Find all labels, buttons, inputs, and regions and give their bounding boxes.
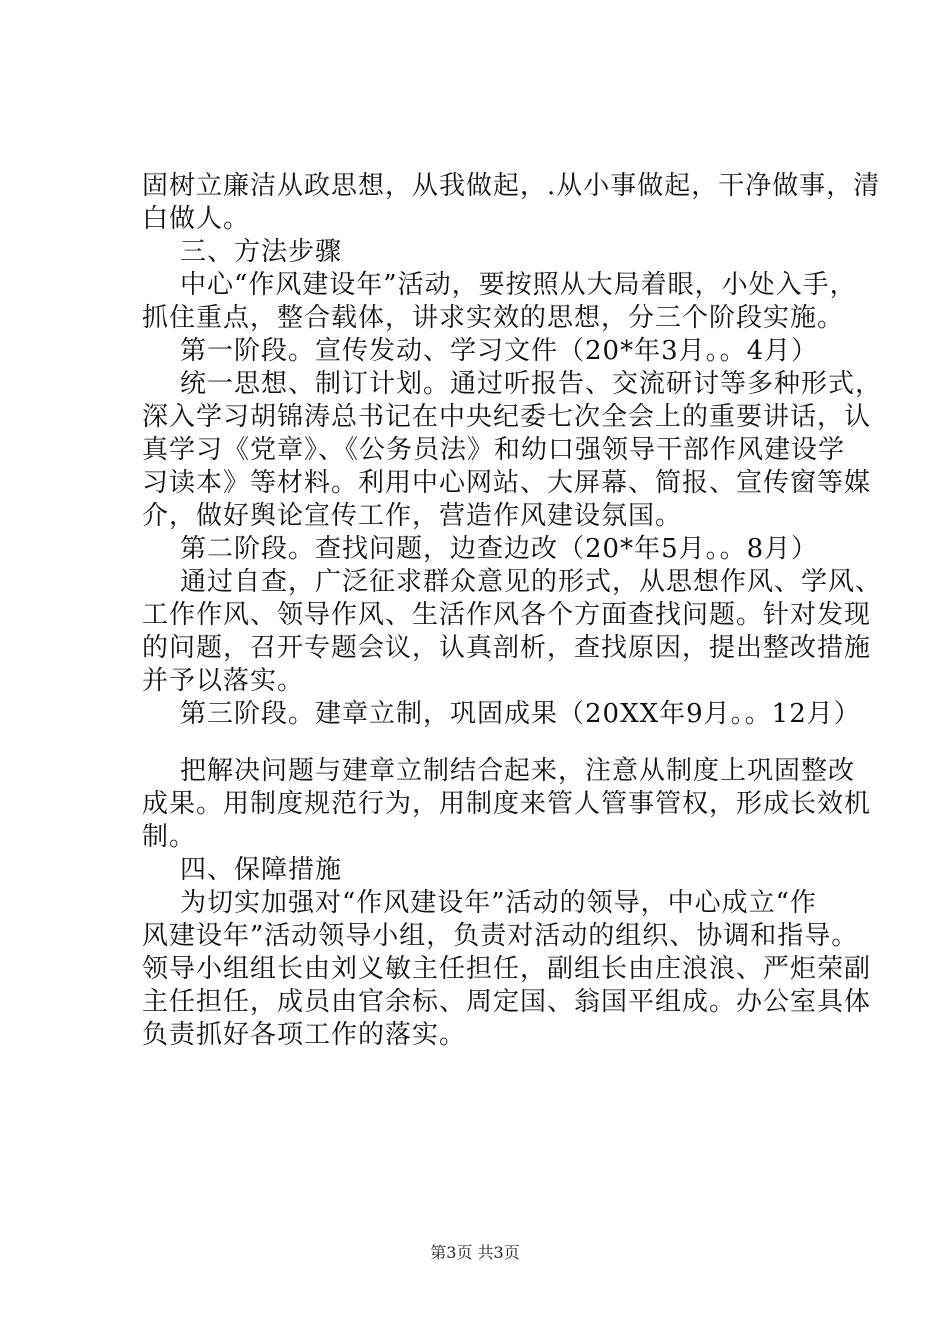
text-line: 把解决问题与建章立制结合起来，注意从制度上巩固整改 <box>180 756 856 786</box>
text-line: 第一阶段。宣传发动、学习文件（20*年3月。。4月） <box>180 336 819 366</box>
text-line: 工作作风、领导作风、生活作风各个方面查找问题。针对发现 <box>142 600 872 630</box>
text-line: 深入学习胡锦涛总书记在中央纪委七次全会上的重要讲话，认 <box>142 402 872 432</box>
text-line: 介，做好舆论宣传工作，营造作风建设氛国。 <box>142 501 683 531</box>
text-line: 真学习《党章》、《公务员法》和幼口强领导干部作风建设学 <box>142 435 846 465</box>
text-line: 第三阶段。建章立制，巩固成果（20XX年9月。。12月） <box>180 699 861 729</box>
text-line: 统一思想、制订计划。通过听报告、交流研讨等多种形式， <box>180 369 883 399</box>
text-line: 抓住重点，整合载体，讲求实效的思想，分三个阶段实施。 <box>142 303 845 333</box>
text-line: 领导小组组长由刘义敏主任担任，副组长由庄浪浪、严炬荣副 <box>142 954 872 984</box>
text-line: 的问题，召开专题会议，认真剖析，查找原因，提出整改措施 <box>142 633 872 663</box>
text-line: 三、方法步骤 <box>180 237 343 267</box>
text-line: 风建设年”活动领导小组，负责对活动的组织、协调和指导。 <box>142 921 859 951</box>
text-line: 并予以落实。 <box>142 666 305 696</box>
text-line: 第二阶段。查找问题，边查边改（20*年5月。。8月） <box>180 534 819 564</box>
document-body <box>142 170 883 1052</box>
text-line: 主任担任，成员由官余标、周定国、翁国平组成。办公室具体 <box>142 987 872 1017</box>
page-footer: 第3页 共3页 <box>430 1243 520 1262</box>
text-line: 中心“作风建设年”活动，要按照从大局着眼，小处入手， <box>180 270 857 300</box>
text-line: 为切实加强对“作风建设年”活动的领导，中心成立“作 <box>180 888 817 918</box>
text-line: 四、保障措施 <box>180 855 343 885</box>
text-line: 白做人。 <box>142 204 251 234</box>
text-line: 负责抓好各项工作的落实。 <box>142 1020 467 1050</box>
text-line: 通过自查，广泛征求群众意见的形式，从思想作风、学风、 <box>180 567 883 597</box>
text-line: 制。 <box>142 822 197 852</box>
paragraph-gap <box>142 731 842 755</box>
text-line: 习读本》等材料。利用中心网站、大屏幕、简报、宣传窗等媒 <box>142 468 872 498</box>
text-line: 成果。用制度规范行为，用制度来管人管事管权，形成长效机 <box>142 789 872 819</box>
text-line: 固树立廉洁从政思想，从我做起，.从小事做起，干净做事，清 <box>142 171 881 201</box>
